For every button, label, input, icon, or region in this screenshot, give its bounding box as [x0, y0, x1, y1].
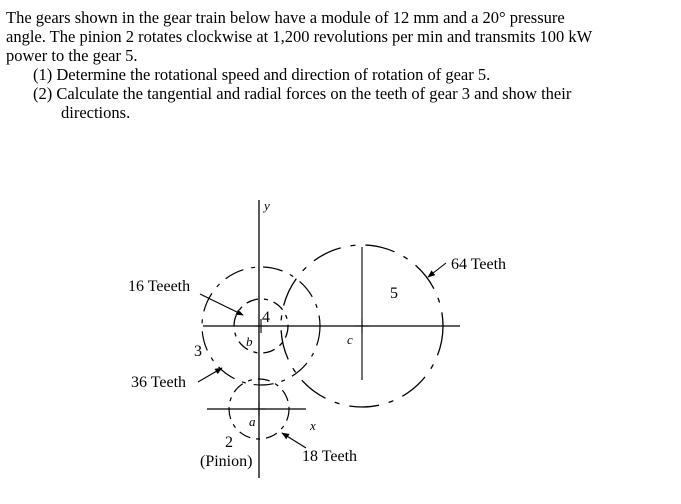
arrow-64-teeth	[428, 263, 446, 277]
arrow-18-teeth	[282, 433, 306, 448]
label-16-teeth: 16 Teeeth	[128, 278, 191, 295]
question-part-2-line-1: (2) Calculate the tangential and radial forces on the teeth of gear 3 and show their	[33, 84, 572, 103]
y-axis-label: y	[264, 198, 270, 213]
center-c-label: c	[347, 332, 353, 347]
center-a-label: a	[249, 414, 256, 429]
label-36-teeth: 36 Teeth	[131, 374, 187, 391]
question-part-1: (1) Determine the rotational speed and direction of rotation of gear 5.	[33, 65, 491, 84]
label-18-teeth: 18 Teeth	[302, 448, 358, 465]
gear-4-number: 4	[262, 309, 270, 326]
problem-intro-line-2: angle. The pinion 2 rotates clockwise at 1,200 revolutions per min and transmits 100 kW	[6, 27, 593, 46]
problem-intro-line-1: The gears shown in the gear train below have a module of 12 mm and a 20° pressure	[6, 8, 565, 27]
question-part-2-line-2: directions.	[61, 103, 131, 122]
gear-3-number: 3	[194, 343, 202, 360]
center-b-label: b	[246, 334, 253, 349]
label-64-teeth: 64 Teeth	[451, 256, 507, 273]
gear-5-number: 5	[390, 285, 398, 302]
x-axis-label: x	[310, 418, 316, 433]
label-pinion: (Pinion)	[200, 453, 253, 470]
problem-intro-line-3: power to the gear 5.	[6, 46, 138, 65]
arrow-36-teeth	[198, 368, 222, 382]
gear-2-number: 2	[225, 434, 233, 451]
